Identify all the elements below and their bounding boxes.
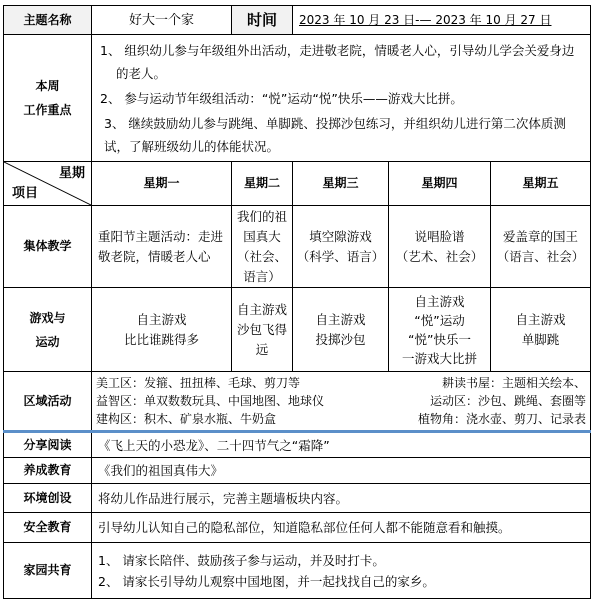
home-label: 家园共育 (4, 543, 92, 599)
safety-label: 安全教育 (4, 513, 92, 543)
games-fri: 自主游戏 单脚跳 (491, 288, 591, 372)
weekday-corner-cell (4, 162, 92, 206)
safety-text: 引导幼儿认知自己的隐私部位，知道隐私部位任何人都不能随意看和触摸。 (92, 513, 591, 543)
safety-row (4, 513, 591, 543)
reading-text: 《飞上天的小恐龙》、二十四节气之“霜降” (92, 432, 591, 458)
areas-label: 区域活动 (4, 372, 92, 432)
games-tue: 自主游戏 沙包飞得远 (232, 288, 293, 372)
theme-label: 主题名称 (4, 6, 92, 35)
habits-text: 《我们的祖国真伟大》 (92, 458, 591, 484)
games-row (4, 288, 591, 372)
home-item-1: 1、 请家长陪伴、鼓励孩子参与运动，并及时打卡。 (98, 552, 385, 568)
environment-label: 环境创设 (4, 484, 92, 513)
habits-row (4, 458, 591, 484)
weekly-plan-table (3, 5, 591, 599)
weekday-header-row (4, 162, 591, 206)
corner-weekday-label: 星期 (58, 166, 85, 181)
date-range (293, 6, 591, 35)
focus-item-3: 3、 继续鼓励幼儿参与跳绳、单脚跳、投掷沙包练习，并组织幼儿进行第二次体质测试，了解班级幼儿的体能状况。 (104, 116, 566, 154)
areas-grid (92, 374, 590, 428)
theme-value: 好大一个家 (92, 6, 232, 35)
focus-label: 本周 工作重点 (4, 35, 92, 162)
games-wed: 自主游戏 投掷沙包 (293, 288, 389, 372)
focus-item-1: 1、 组织幼儿参与年级组外出活动，走进敬老院，情暖老人心，引导幼儿学会关爱身边的老人。 (100, 43, 575, 81)
focus-row (4, 35, 591, 162)
games-label: 游戏与 运动 (4, 288, 92, 372)
focus-item-2: 2、 参与运动节年级组活动：“悦”运动“悦”快乐——游戏大比拼。 (100, 91, 463, 106)
corner-item-label: 项目 (12, 186, 39, 201)
area-art: 美工区：发箍、扭扭棒、毛球、剪刀等 (96, 376, 301, 390)
group-teaching-tue: 我们的祖国真大 （社会、语言） (232, 206, 293, 288)
environment-row (4, 484, 591, 513)
group-teaching-fri: 爱盖章的国王 （语言、社会） (491, 206, 591, 288)
home-row (4, 543, 591, 599)
area-puzzle: 益智区：单双数数玩具、中国地图、地球仪 (96, 394, 325, 408)
games-mon: 自主游戏 比比谁跳得多 (92, 288, 232, 372)
area-sport: 运动区：沙包、跳绳、套圈等 (430, 394, 587, 408)
home-content (92, 543, 591, 599)
group-teaching-row (4, 206, 591, 288)
time-label: 时间 (232, 6, 293, 35)
environment-text: 将幼儿作品进行展示，完善主题墙板块内容。 (92, 484, 591, 513)
area-plant: 植物角：浇水壶、剪刀、记录表 (418, 412, 587, 426)
day-header-fri: 星期五 (491, 162, 591, 206)
day-header-thu: 星期四 (389, 162, 491, 206)
day-header-mon: 星期一 (92, 162, 232, 206)
areas-row (4, 372, 591, 432)
group-teaching-wed: 填空隙游戏 （科学、语言） (293, 206, 389, 288)
reading-label: 分享阅读 (4, 432, 92, 458)
group-teaching-label: 集体教学 (4, 206, 92, 288)
area-reading: 耕读书屋：主题相关绘本、 (442, 376, 587, 390)
habits-label: 养成教育 (4, 458, 92, 484)
games-thu: 自主游戏 “悦”运动 “悦”快乐一 一游戏大比拼 (389, 288, 491, 372)
reading-row (4, 432, 591, 458)
home-item-2: 2、 请家长引导幼儿观察中国地图，并一起找找自己的家乡。 (98, 573, 435, 589)
areas-content (92, 372, 591, 432)
focus-content (92, 35, 591, 162)
group-teaching-thu: 说唱脸谱 （艺术、社会） (389, 206, 491, 288)
group-teaching-mon: 重阳节主题活动：走进敬老院，情暖老人心 (92, 206, 232, 288)
day-header-tue: 星期二 (232, 162, 293, 206)
day-header-wed: 星期三 (293, 162, 389, 206)
header-row (4, 6, 591, 35)
area-build: 建构区：积木、矿泉水瓶、牛奶盒 (96, 412, 277, 426)
date-range-text: 2023 年 10 月 23 日-— 2023 年 10 月 27 日 (299, 12, 552, 27)
